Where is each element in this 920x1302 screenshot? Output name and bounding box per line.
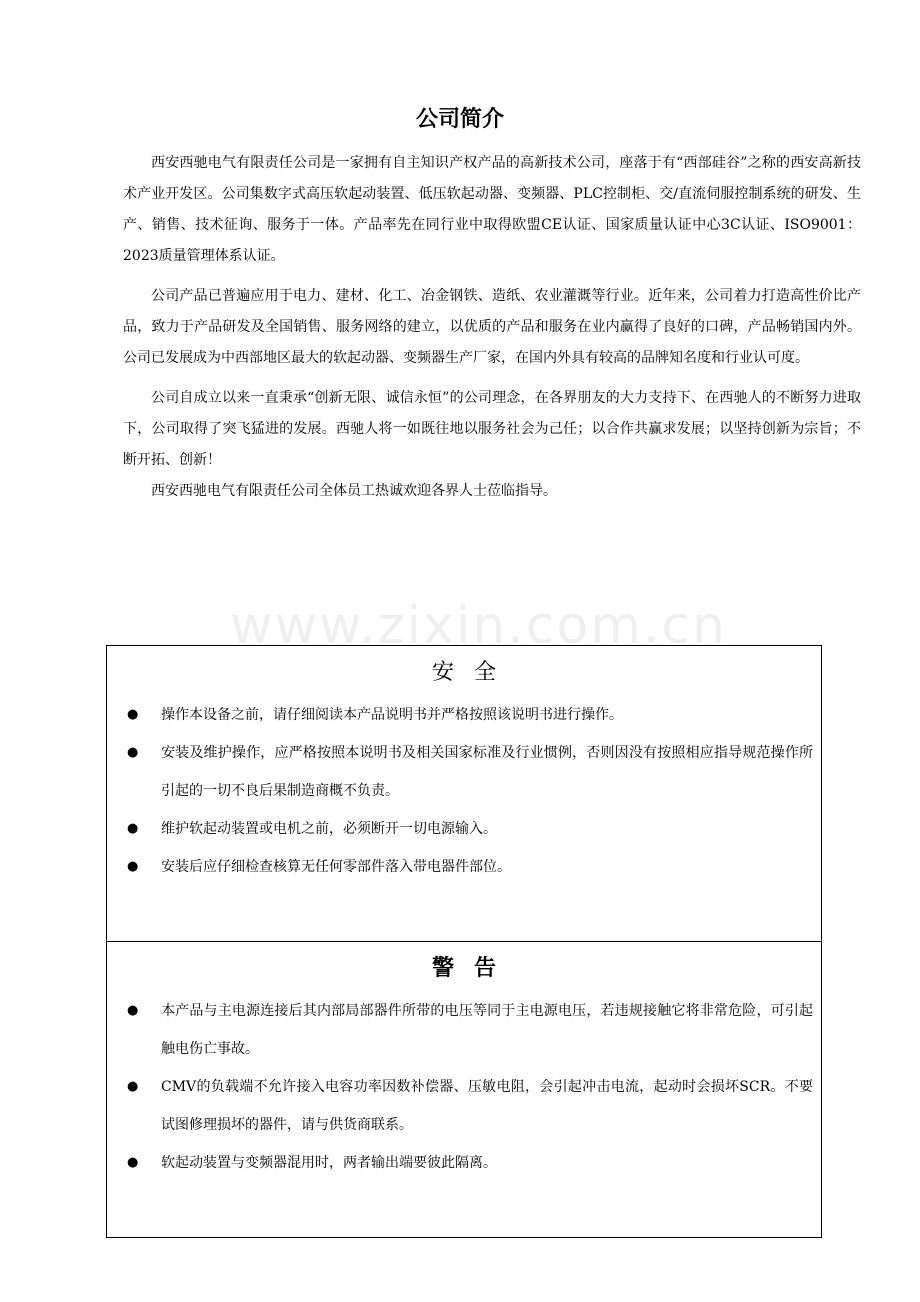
list-item-text: 维护软起动装置或电机之前，必须断开一切电源输入。	[161, 821, 497, 837]
company-intro	[123, 148, 861, 507]
list-item	[127, 848, 813, 886]
safety-title: 安全	[431, 660, 516, 685]
list-item-text: 操作本设备之前，请仔细阅读本产品说明书并严格按照该说明书进行操作。	[161, 707, 623, 723]
list-item	[127, 992, 813, 1068]
bullet-icon: ●	[127, 1003, 139, 1018]
watermark: www.zixin.com.cn	[230, 596, 727, 656]
list-item	[127, 734, 813, 810]
intro-paragraph-2: 公司产品已普遍应用于电力、建材、化工、冶金钢铁、造纸、农业灌溉等行业。近年来，公司着力打造高性价比产品，致力于产品研发及全国销售、服务网络的建立，以优质的产品和服务在业内赢得了良好的口碑，产品畅销国内外。公司已发展成为中西部地区最大的软起动器、变频器生产厂家，在国内外具有较高的品牌知名度和行业认可度。	[123, 288, 861, 366]
bullet-icon: ●	[127, 859, 139, 874]
list-item	[127, 696, 813, 734]
bullet-icon: ●	[127, 1079, 139, 1094]
safety-box	[106, 645, 822, 942]
list-item	[127, 810, 813, 848]
warning-title: 警告	[431, 956, 516, 981]
bullet-icon: ●	[127, 745, 139, 760]
intro-paragraph-3: 公司自成立以来一直秉承“创新无限、诚信永恒”的公司理念，在各界朋友的大力支持下、在西驰人的不断努力进取下，公司取得了突飞猛进的发展。西驰人将一如既往地以服务社会为己任；以合作共赢求发展；以坚持创新为宗旨；不断开拓、创新！	[123, 390, 861, 468]
safety-list	[107, 696, 821, 886]
bullet-icon: ●	[127, 707, 139, 722]
bullet-icon: ●	[127, 821, 139, 836]
list-item-text: 安装及维护操作，应严格按照本说明书及相关国家标准及行业惯例，否则因没有按照相应指导规范操作所引起的一切不良后果制造商概不负责。	[161, 745, 813, 799]
bullet-icon: ●	[127, 1155, 139, 1170]
warning-list	[107, 992, 821, 1182]
list-item-text: 软起动装置与变频器混用时，两者输出端要彼此隔离。	[161, 1155, 497, 1171]
warning-box	[106, 941, 822, 1238]
list-item	[127, 1144, 813, 1182]
list-item-text: 安装后应仔细检查核算无任何零部件落入带电器件部位。	[161, 859, 511, 875]
intro-paragraph-4: 西安西驰电气有限责任公司全体员工热诚欢迎各界人士莅临指导。	[151, 483, 557, 499]
list-item-text: 本产品与主电源连接后其内部局部器件所带的电压等同于主电源电压，若违规接触它将非常危险，可引起触电伤亡事故。	[161, 1003, 813, 1057]
list-item	[127, 1068, 813, 1144]
intro-paragraph-1: 西安西驰电气有限责任公司是一家拥有自主知识产权产品的高新技术公司，座落于有“西部硅谷”之称的西安高新技术产业开发区。公司集数字式高压软起动装置、低压软起动器、变频器、PLC控制柜、交/直流伺服控制系统的研发、生产、销售、技术征询、服务于一体。产品率先在同行业中取得欧盟CE认证、国家质量认证中心3C认证、ISO9001：2023质量管理体系认证。	[123, 155, 861, 264]
page-title: 公司简介	[415, 107, 504, 132]
list-item-text: CMV的负载端不允许接入电容功率因数补偿器、压敏电阻，会引起冲击电流，起动时会损坏SCR。不要试图修理损坏的器件，请与供货商联系。	[161, 1079, 813, 1133]
